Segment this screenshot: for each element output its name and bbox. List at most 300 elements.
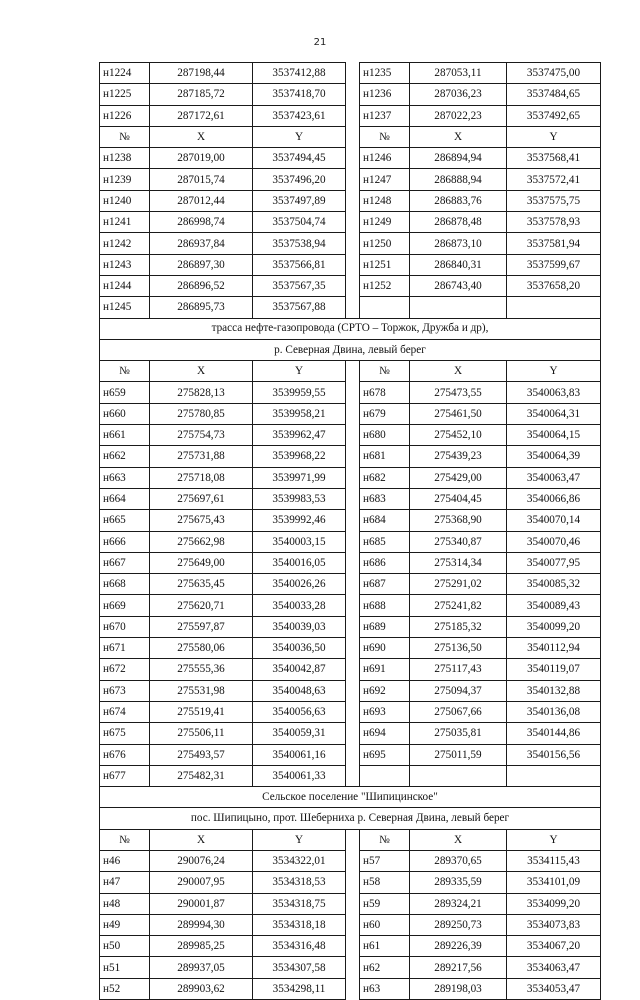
section-title: р. Северная Двина, левый берег xyxy=(100,339,601,360)
x-value: 289903,62 xyxy=(150,978,253,999)
y-value xyxy=(507,297,601,318)
x-value: 275452,10 xyxy=(410,425,507,446)
gap-cell xyxy=(346,701,360,722)
y-value: 3540048,63 xyxy=(253,680,346,701)
section-title-row xyxy=(100,339,601,360)
x-value: 287198,44 xyxy=(150,63,253,84)
y-value: 3534298,11 xyxy=(253,978,346,999)
gap-cell xyxy=(346,957,360,978)
gap-cell xyxy=(346,914,360,935)
point-id: н667 xyxy=(100,552,150,573)
y-value: 3537567,88 xyxy=(253,297,346,318)
y-value: 3537423,61 xyxy=(253,105,346,126)
gap-cell xyxy=(346,467,360,488)
table-row xyxy=(100,254,601,275)
section-title-row xyxy=(100,787,601,808)
gap-cell xyxy=(346,403,360,424)
y-value: 3537492,65 xyxy=(507,105,601,126)
point-id: н688 xyxy=(360,595,410,616)
point-id: н1250 xyxy=(360,233,410,254)
point-id: н1249 xyxy=(360,212,410,233)
gap-cell xyxy=(346,446,360,467)
x-value: 289226,39 xyxy=(410,936,507,957)
header-number: № xyxy=(100,126,150,147)
point-id xyxy=(360,297,410,318)
y-value: 3537658,20 xyxy=(507,275,601,296)
x-value: 275117,43 xyxy=(410,659,507,680)
section-title-row xyxy=(100,808,601,829)
x-value: 287172,61 xyxy=(150,105,253,126)
header-y: Y xyxy=(253,361,346,382)
y-value: 3539968,22 xyxy=(253,446,346,467)
section-title: трасса нефте-газопровода (СРТО – Торжок, Дружба и др), xyxy=(100,318,601,339)
y-value: 3540063,47 xyxy=(507,467,601,488)
y-value: 3540064,15 xyxy=(507,425,601,446)
table-row xyxy=(100,446,601,467)
gap-cell xyxy=(346,425,360,446)
point-id: н663 xyxy=(100,467,150,488)
point-id: н1238 xyxy=(100,148,150,169)
header-number: № xyxy=(100,361,150,382)
x-value: 275067,66 xyxy=(410,701,507,722)
header-x: X xyxy=(410,126,507,147)
gap-cell xyxy=(346,361,360,382)
y-value: 3540112,94 xyxy=(507,638,601,659)
point-id: н674 xyxy=(100,701,150,722)
point-id: н675 xyxy=(100,723,150,744)
x-value: 275780,85 xyxy=(150,403,253,424)
y-value: 3540036,50 xyxy=(253,638,346,659)
header-y: Y xyxy=(253,126,346,147)
x-value: 275555,36 xyxy=(150,659,253,680)
point-id: н62 xyxy=(360,957,410,978)
x-value: 275519,41 xyxy=(150,701,253,722)
y-value: 3540070,46 xyxy=(507,531,601,552)
gap-cell xyxy=(346,510,360,531)
table-row xyxy=(100,212,601,233)
y-value: 3540026,26 xyxy=(253,574,346,595)
point-id: н58 xyxy=(360,872,410,893)
gap-cell xyxy=(346,212,360,233)
y-value: 3534073,83 xyxy=(507,914,601,935)
y-value: 3540063,83 xyxy=(507,382,601,403)
x-value: 275461,50 xyxy=(410,403,507,424)
y-value: 3540144,86 xyxy=(507,723,601,744)
header-y: Y xyxy=(507,361,601,382)
point-id: н669 xyxy=(100,595,150,616)
gap-cell xyxy=(346,659,360,680)
x-value: 289370,65 xyxy=(410,850,507,871)
header-row xyxy=(100,126,601,147)
point-id: н661 xyxy=(100,425,150,446)
point-id: н681 xyxy=(360,446,410,467)
header-y: Y xyxy=(507,126,601,147)
x-value: 275035,81 xyxy=(410,723,507,744)
x-value: 286888,94 xyxy=(410,169,507,190)
y-value: 3537568,41 xyxy=(507,148,601,169)
table-row xyxy=(100,425,601,446)
y-value: 3540156,56 xyxy=(507,744,601,765)
gap-cell xyxy=(346,531,360,552)
point-id: н1246 xyxy=(360,148,410,169)
table-row xyxy=(100,872,601,893)
point-id: н50 xyxy=(100,936,150,957)
point-id: н666 xyxy=(100,531,150,552)
point-id: н1251 xyxy=(360,254,410,275)
y-value: 3540039,03 xyxy=(253,616,346,637)
y-value: 3537567,35 xyxy=(253,275,346,296)
y-value: 3534053,47 xyxy=(507,978,601,999)
header-y: Y xyxy=(253,829,346,850)
y-value: 3537566,81 xyxy=(253,254,346,275)
y-value: 3534316,48 xyxy=(253,936,346,957)
header-number: № xyxy=(100,829,150,850)
table-row xyxy=(100,936,601,957)
x-value: 286897,30 xyxy=(150,254,253,275)
point-id: н63 xyxy=(360,978,410,999)
x-value: 290076,24 xyxy=(150,850,253,871)
point-id: н684 xyxy=(360,510,410,531)
x-value: 289217,56 xyxy=(410,957,507,978)
section-title: пос. Шипицыно, прот. Шеберниха р. Северная Двина, левый берег xyxy=(100,808,601,829)
point-id: н689 xyxy=(360,616,410,637)
point-id: н693 xyxy=(360,701,410,722)
section-title: Сельское поселение "Шипицинское" xyxy=(100,787,601,808)
y-value: 3539959,55 xyxy=(253,382,346,403)
point-id: н671 xyxy=(100,638,150,659)
point-id: н1240 xyxy=(100,190,150,211)
table-row xyxy=(100,659,601,680)
point-id: н670 xyxy=(100,616,150,637)
table-row xyxy=(100,297,601,318)
point-id: н1239 xyxy=(100,169,150,190)
table-row xyxy=(100,552,601,573)
table-row xyxy=(100,978,601,999)
y-value: 3540070,14 xyxy=(507,510,601,531)
table-row xyxy=(100,680,601,701)
table-row xyxy=(100,403,601,424)
y-value: 3540064,39 xyxy=(507,446,601,467)
y-value: 3539962,47 xyxy=(253,425,346,446)
coordinates-table xyxy=(99,62,601,1000)
x-value: 290007,95 xyxy=(150,872,253,893)
table-row xyxy=(100,701,601,722)
x-value: 275675,43 xyxy=(150,510,253,531)
y-value: 3540056,63 xyxy=(253,701,346,722)
x-value: 275620,71 xyxy=(150,595,253,616)
table-row xyxy=(100,467,601,488)
y-value: 3537504,74 xyxy=(253,212,346,233)
table-row xyxy=(100,723,601,744)
table-row xyxy=(100,957,601,978)
x-value: 275340,87 xyxy=(410,531,507,552)
x-value: 275011,59 xyxy=(410,744,507,765)
x-value: 287012,44 xyxy=(150,190,253,211)
gap-cell xyxy=(346,978,360,999)
x-value: 275314,34 xyxy=(410,552,507,573)
gap-cell xyxy=(346,275,360,296)
header-x: X xyxy=(410,829,507,850)
y-value: 3537494,45 xyxy=(253,148,346,169)
point-id: н1244 xyxy=(100,275,150,296)
x-value: 286895,73 xyxy=(150,297,253,318)
gap-cell xyxy=(346,233,360,254)
x-value: 275493,57 xyxy=(150,744,253,765)
table-row xyxy=(100,531,601,552)
x-value: 275368,90 xyxy=(410,510,507,531)
x-value: 275828,13 xyxy=(150,382,253,403)
x-value: 275185,32 xyxy=(410,616,507,637)
header-number: № xyxy=(360,126,410,147)
gap-cell xyxy=(346,850,360,871)
y-value: 3539971,99 xyxy=(253,467,346,488)
y-value: 3537599,67 xyxy=(507,254,601,275)
point-id: н1252 xyxy=(360,275,410,296)
point-id: н61 xyxy=(360,936,410,957)
table-row xyxy=(100,638,601,659)
x-value: 286883,76 xyxy=(410,190,507,211)
point-id: н695 xyxy=(360,744,410,765)
point-id: н682 xyxy=(360,467,410,488)
header-y: Y xyxy=(507,829,601,850)
header-x: X xyxy=(150,361,253,382)
gap-cell xyxy=(346,574,360,595)
x-value xyxy=(410,297,507,318)
y-value: 3534063,47 xyxy=(507,957,601,978)
y-value: 3540085,32 xyxy=(507,574,601,595)
point-id: н687 xyxy=(360,574,410,595)
x-value: 287022,23 xyxy=(410,105,507,126)
gap-cell xyxy=(346,552,360,573)
y-value: 3537412,88 xyxy=(253,63,346,84)
point-id: н46 xyxy=(100,850,150,871)
y-value: 3540061,16 xyxy=(253,744,346,765)
gap-cell xyxy=(346,382,360,403)
point-id: н673 xyxy=(100,680,150,701)
x-value: 287019,00 xyxy=(150,148,253,169)
x-value: 287036,23 xyxy=(410,84,507,105)
table-row xyxy=(100,148,601,169)
y-value: 3534099,20 xyxy=(507,893,601,914)
point-id: н60 xyxy=(360,914,410,935)
table-row xyxy=(100,616,601,637)
table-row xyxy=(100,765,601,786)
y-value: 3540089,43 xyxy=(507,595,601,616)
x-value xyxy=(410,765,507,786)
gap-cell xyxy=(346,723,360,744)
y-value: 3540136,08 xyxy=(507,701,601,722)
x-value: 275531,98 xyxy=(150,680,253,701)
y-value: 3534322,01 xyxy=(253,850,346,871)
point-id: н660 xyxy=(100,403,150,424)
x-value: 275697,61 xyxy=(150,488,253,509)
y-value: 3537496,20 xyxy=(253,169,346,190)
y-value: 3540064,31 xyxy=(507,403,601,424)
point-id: н665 xyxy=(100,510,150,531)
header-x: X xyxy=(150,126,253,147)
x-value: 275404,45 xyxy=(410,488,507,509)
table-row xyxy=(100,510,601,531)
table-row xyxy=(100,914,601,935)
table-row xyxy=(100,850,601,871)
y-value: 3540132,88 xyxy=(507,680,601,701)
point-id: н678 xyxy=(360,382,410,403)
point-id: н52 xyxy=(100,978,150,999)
y-value: 3537572,41 xyxy=(507,169,601,190)
gap-cell xyxy=(346,765,360,786)
point-id: н1225 xyxy=(100,84,150,105)
header-row xyxy=(100,829,601,850)
x-value: 275291,02 xyxy=(410,574,507,595)
gap-cell xyxy=(346,829,360,850)
x-value: 287185,72 xyxy=(150,84,253,105)
x-value: 289994,30 xyxy=(150,914,253,935)
y-value: 3537418,70 xyxy=(253,84,346,105)
section-title-row xyxy=(100,318,601,339)
y-value: 3540042,87 xyxy=(253,659,346,680)
point-id: н1245 xyxy=(100,297,150,318)
point-id: н59 xyxy=(360,893,410,914)
x-value: 286998,74 xyxy=(150,212,253,233)
x-value: 286743,40 xyxy=(410,275,507,296)
y-value: 3540066,86 xyxy=(507,488,601,509)
y-value: 3540119,07 xyxy=(507,659,601,680)
y-value: 3539983,53 xyxy=(253,488,346,509)
x-value: 289324,21 xyxy=(410,893,507,914)
y-value: 3540099,20 xyxy=(507,616,601,637)
point-id: н1236 xyxy=(360,84,410,105)
header-number: № xyxy=(360,829,410,850)
x-value: 289937,05 xyxy=(150,957,253,978)
x-value: 286896,52 xyxy=(150,275,253,296)
x-value: 289985,25 xyxy=(150,936,253,957)
point-id: н51 xyxy=(100,957,150,978)
table-row xyxy=(100,574,601,595)
table-row xyxy=(100,595,601,616)
point-id: н1235 xyxy=(360,63,410,84)
header-x: X xyxy=(410,361,507,382)
x-value: 287053,11 xyxy=(410,63,507,84)
x-value: 275649,00 xyxy=(150,552,253,573)
gap-cell xyxy=(346,872,360,893)
x-value: 289198,03 xyxy=(410,978,507,999)
y-value: 3539992,46 xyxy=(253,510,346,531)
x-value: 275597,87 xyxy=(150,616,253,637)
y-value: 3534101,09 xyxy=(507,872,601,893)
y-value: 3537497,89 xyxy=(253,190,346,211)
gap-cell xyxy=(346,254,360,275)
gap-cell xyxy=(346,84,360,105)
point-id: н1248 xyxy=(360,190,410,211)
point-id xyxy=(360,765,410,786)
gap-cell xyxy=(346,297,360,318)
table-row xyxy=(100,63,601,84)
x-value: 275731,88 xyxy=(150,446,253,467)
point-id: н690 xyxy=(360,638,410,659)
gap-cell xyxy=(346,126,360,147)
point-id: н1243 xyxy=(100,254,150,275)
point-id: н1237 xyxy=(360,105,410,126)
point-id: н691 xyxy=(360,659,410,680)
y-value: 3537484,65 xyxy=(507,84,601,105)
x-value: 275754,73 xyxy=(150,425,253,446)
gap-cell xyxy=(346,190,360,211)
table-row xyxy=(100,488,601,509)
y-value: 3540033,28 xyxy=(253,595,346,616)
gap-cell xyxy=(346,595,360,616)
x-value: 275241,82 xyxy=(410,595,507,616)
gap-cell xyxy=(346,744,360,765)
point-id: н1242 xyxy=(100,233,150,254)
point-id: н1224 xyxy=(100,63,150,84)
table-row xyxy=(100,169,601,190)
x-value: 286894,94 xyxy=(410,148,507,169)
x-value: 287015,74 xyxy=(150,169,253,190)
table-row xyxy=(100,233,601,254)
point-id: н683 xyxy=(360,488,410,509)
table-row xyxy=(100,190,601,211)
x-value: 275094,37 xyxy=(410,680,507,701)
gap-cell xyxy=(346,936,360,957)
table-row xyxy=(100,893,601,914)
y-value: 3534307,58 xyxy=(253,957,346,978)
point-id: н677 xyxy=(100,765,150,786)
point-id: н686 xyxy=(360,552,410,573)
x-value: 275429,00 xyxy=(410,467,507,488)
table-row xyxy=(100,744,601,765)
y-value: 3537538,94 xyxy=(253,233,346,254)
x-value: 275662,98 xyxy=(150,531,253,552)
y-value: 3540077,95 xyxy=(507,552,601,573)
gap-cell xyxy=(346,148,360,169)
point-id: н685 xyxy=(360,531,410,552)
point-id: н668 xyxy=(100,574,150,595)
point-id: н662 xyxy=(100,446,150,467)
y-value: 3537475,00 xyxy=(507,63,601,84)
x-value: 286937,84 xyxy=(150,233,253,254)
point-id: н47 xyxy=(100,872,150,893)
y-value xyxy=(507,765,601,786)
x-value: 275506,11 xyxy=(150,723,253,744)
x-value: 290001,87 xyxy=(150,893,253,914)
y-value: 3537581,94 xyxy=(507,233,601,254)
point-id: н659 xyxy=(100,382,150,403)
x-value: 275635,45 xyxy=(150,574,253,595)
point-id: н1241 xyxy=(100,212,150,233)
y-value: 3540061,33 xyxy=(253,765,346,786)
point-id: н692 xyxy=(360,680,410,701)
x-value: 275718,08 xyxy=(150,467,253,488)
x-value: 275439,23 xyxy=(410,446,507,467)
table-row xyxy=(100,105,601,126)
point-id: н679 xyxy=(360,403,410,424)
header-x: X xyxy=(150,829,253,850)
point-id: н57 xyxy=(360,850,410,871)
table-row xyxy=(100,275,601,296)
y-value: 3534115,43 xyxy=(507,850,601,871)
y-value: 3534067,20 xyxy=(507,936,601,957)
x-value: 289335,59 xyxy=(410,872,507,893)
gap-cell xyxy=(346,488,360,509)
gap-cell xyxy=(346,63,360,84)
point-id: н1247 xyxy=(360,169,410,190)
y-value: 3534318,18 xyxy=(253,914,346,935)
header-number: № xyxy=(360,361,410,382)
x-value: 286878,48 xyxy=(410,212,507,233)
y-value: 3540003,15 xyxy=(253,531,346,552)
x-value: 275473,55 xyxy=(410,382,507,403)
point-id: н664 xyxy=(100,488,150,509)
